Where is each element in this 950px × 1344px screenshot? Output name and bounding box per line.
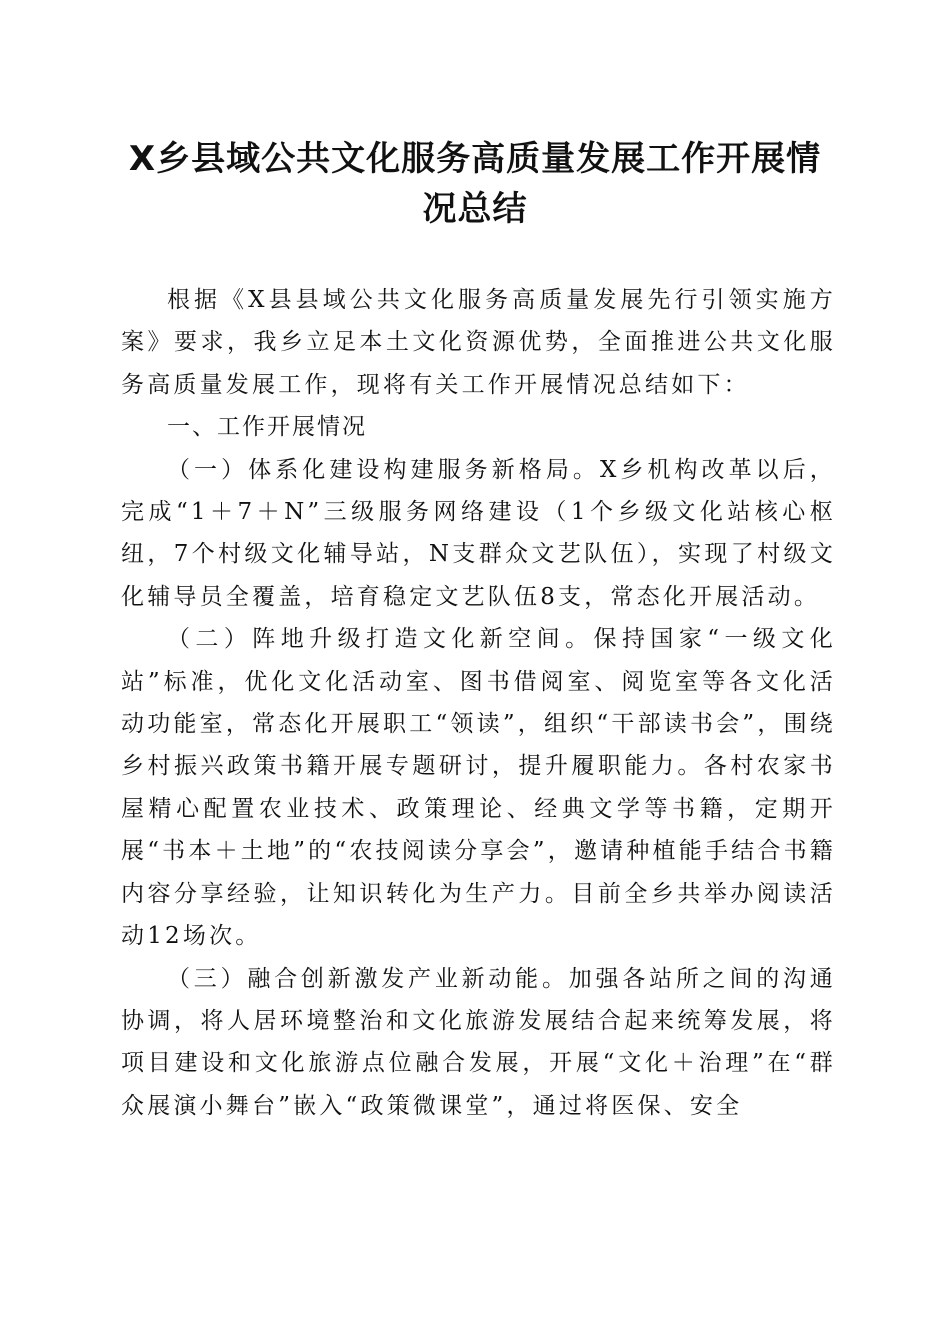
item-2-text: 保持国家“一级文化站”标准，优化文化活动室、图书借阅室、阅览室等各文化活动功能室，常态化开展职工“领读”，组织“干部读书会”，围绕乡村振兴政策书籍开展专题研讨，提升履职能力。各村农家书屋精心配置农业技术、政策理论、经典文学等书籍，定期开展“书本＋土地”的“农技阅读分享会”，邀请种植能手结合书籍内容分享经验，让知识转化为生产力。目前全乡共举办阅读活动12场次。	[121, 626, 836, 950]
item-1-paragraph	[121, 449, 836, 619]
section-heading-1: 一、工作开展情况	[167, 414, 367, 441]
title-line-2: 况总结	[422, 189, 528, 229]
item-3-lead: （三）融合创新激发产业新动能。	[167, 965, 569, 992]
item-3-paragraph	[121, 958, 836, 1128]
document-title	[95, 134, 855, 234]
item-2-paragraph	[121, 618, 836, 957]
item-1-lead: （一）体系化建设构建服务新格局。	[167, 456, 600, 483]
item-2-lead: （二）阵地升级打造文化新空间。	[167, 626, 594, 653]
item-3-text: 加强各站所之间的沟通协调，将人居环境整治和文化旅游发展结合起来统筹发展，将项目建设和文化旅游点位融合发展，开展“文化＋治理”在“群众展演小舞台”嵌入“政策微课堂”，通过将医保、安全	[121, 965, 837, 1119]
document-body	[121, 279, 836, 1127]
item-1-text: X乡机构改革以后，完成“1＋7＋N”三级服务网络建设（1个乡级文化站核心枢纽，7个村级文化辅导站，N支群众文艺队伍），实现了村级文化辅导员全覆盖，培育稳定文艺队伍8支，常态化开展活动。	[121, 456, 836, 610]
intro-paragraph: 根据《X县县域公共文化服务高质量发展先行引领实施方案》要求，我乡立足本土文化资源优势，全面推进公共文化服务高质量发展工作，现将有关工作开展情况总结如下：	[121, 287, 836, 398]
title-line-1: X乡县域公共文化服务高质量发展工作开展情	[128, 139, 822, 179]
